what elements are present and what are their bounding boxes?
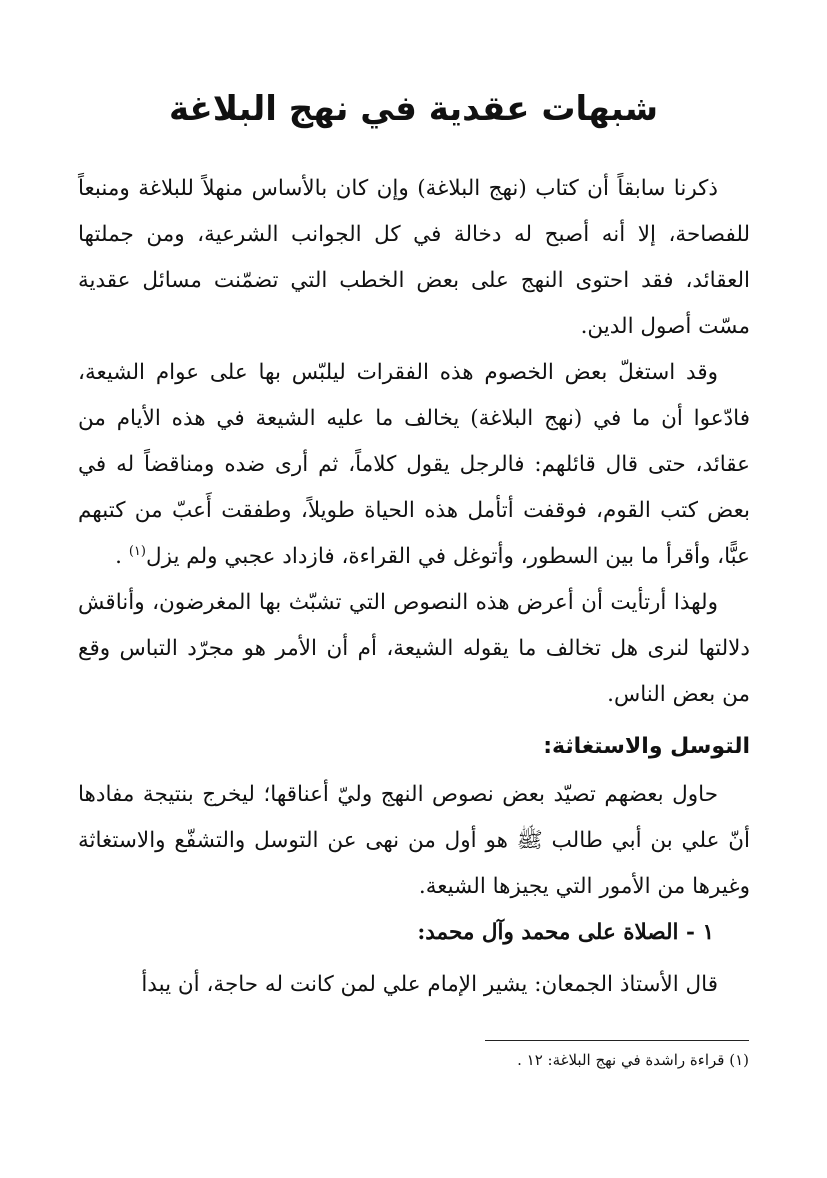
footnote-reference[interactable]: (١) [128, 543, 146, 559]
paragraph-intro: ذكرنا سابقاً أن كتاب (نهج البلاغة) وإن كان بالأساس منهلاً للبلاغة ومنبعاً للفصاحة، إلا أنه أصبح له دخالة في كل الجوانب الشرعية، ومن جملتها العقائد، فقد احتوى النهج على بعض الخطب التي تضمّنت مسائل عقدية مسّت أصول الدين. [78, 176, 750, 339]
footnote: (١) قراءة راشدة في نهج البلاغة: ١٢ . [517, 1051, 749, 1069]
paragraph-opponents-text: وقد استغلّ بعض الخصوم هذه الفقرات ليلبّس بها على عوام الشيعة، فادّعوا أن ما في (نهج البلاغة) يخالف ما عليه الشيعة في هذه الأيام من عقائد، حتى قال قائلهم: فالرجل يقول كلاماً، ثم أرى ضده ومناقضاً له في بعض كتب القوم، فوقفت أتأمل هذه الحياة طويلاً، وطفقت أَعبّ من كتبهم عبًّا، وأقرأ ما بين السطور، وأتوغل في القراءة، فازداد عجبي ولم يزل [78, 360, 750, 569]
paragraph-opponents-end: . [115, 544, 129, 569]
paragraph-purpose: ولهذا أرتأيت أن أعرض هذه النصوص التي تشبّث بها المغرضون، وأناقش دلالتها لنرى هل تخالف ما يقوله الشيعة، أم أن الأمر هو مجرّد التباس وقع من بعض الناس. [78, 590, 750, 707]
footnote-divider [485, 1040, 749, 1041]
main-text [78, 166, 750, 1008]
sub-heading: ١ - الصلاة على محمد وآل محمد: [417, 920, 714, 945]
section-heading [78, 724, 750, 770]
section-heading-text: التوسل والاستغاثة [552, 734, 750, 759]
section-heading-colon: : [543, 734, 552, 759]
paragraph-opponents [78, 350, 750, 580]
page-title: شبهات عقدية في نهج البلاغة [168, 89, 659, 129]
paragraph-quote: قال الأستاذ الجمعان: يشير الإمام علي لمن كانت له حاجة، أن يبدأ [141, 972, 718, 997]
paragraph-claim: حاول بعضهم تصيّد بعض نصوص النهج وليّ أعناقها؛ ليخرج بنتيجة مفادها أنّ علي بن أبي طالب ﷺ هو أول من نهى عن التوسل والتشفّع والاستغاثة وغيرها من الأمور التي يجيزها الشيعة. [78, 782, 750, 899]
